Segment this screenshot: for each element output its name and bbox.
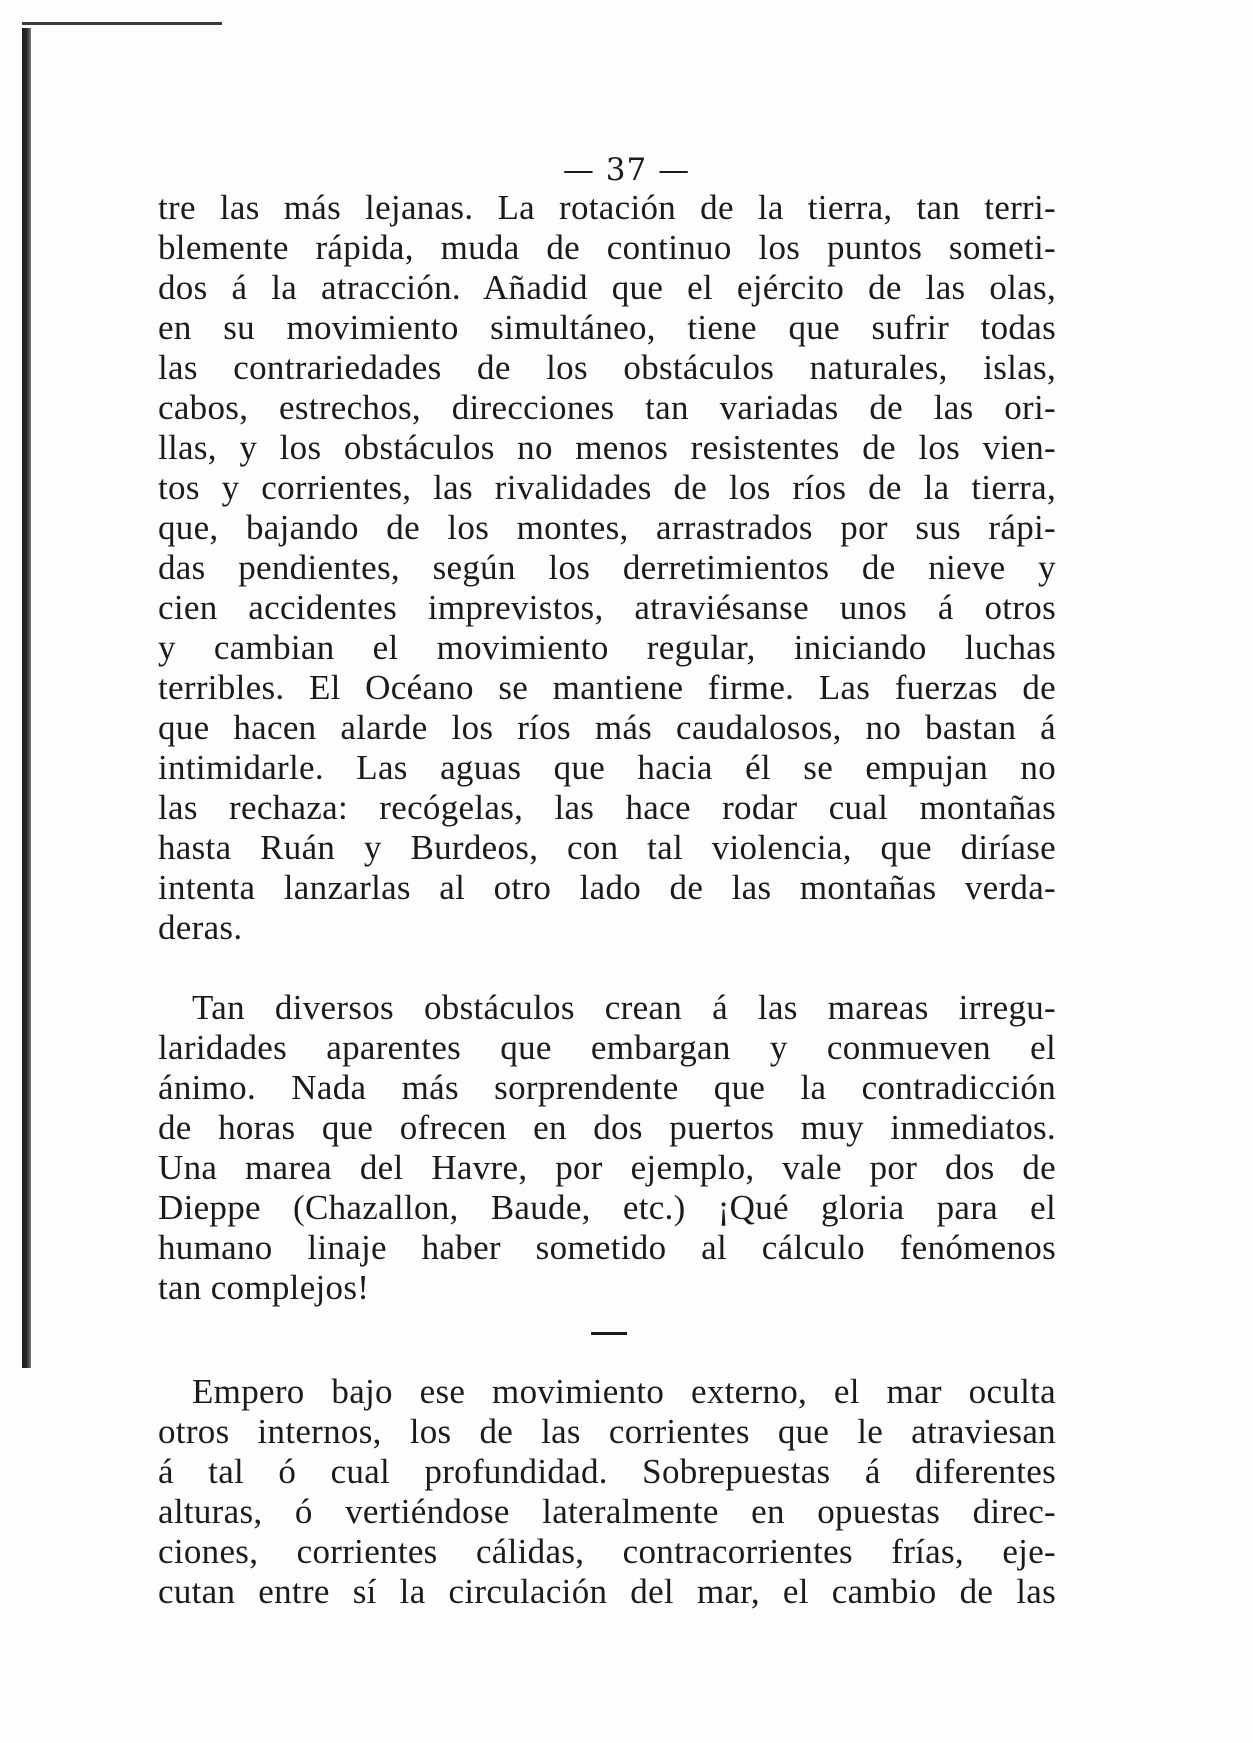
text-line: alturas, ó vertiéndose lateralmente en opuestas direc-	[158, 1492, 1056, 1531]
text-line: humano linaje haber sometido al cálculo fenómenos	[158, 1228, 1056, 1267]
text-line: das pendientes, según los derretimientos de nieve y	[158, 548, 1056, 587]
paragraph-3	[158, 1372, 1056, 1612]
paragraph-1	[158, 188, 1056, 948]
text-line: tan complejos!	[158, 1268, 370, 1307]
text-line: blemente rápida, muda de continuo los puntos someti-	[158, 228, 1056, 267]
text-line: cutan entre sí la circulación del mar, el cambio de las	[158, 1572, 1056, 1611]
text-line: las contrariedades de los obstáculos naturales, islas,	[158, 348, 1056, 387]
text-line: Dieppe (Chazallon, Baude, etc.) ¡Qué gloria para el	[158, 1188, 1056, 1227]
text-line: que hacen alarde los ríos más caudalosos, no bastan á	[158, 708, 1056, 747]
text-line: á tal ó cual profundidad. Sobrepuestas á diferentes	[158, 1452, 1056, 1491]
text-line: otros internos, los de las corrientes que le atraviesan	[158, 1412, 1056, 1451]
text-line: intenta lanzarlas al otro lado de las montañas verda-	[158, 868, 1056, 907]
text-line: tos y corrientes, las rivalidades de los ríos de la tierra,	[158, 468, 1056, 507]
text-line: laridades aparentes que embargan y conmueven el	[158, 1028, 1056, 1067]
text-line: Una marea del Havre, por ejemplo, vale por dos de	[158, 1148, 1056, 1187]
text-line: las rechaza: recógelas, las hace rodar cual montañas	[158, 788, 1056, 827]
text-line: llas, y los obstáculos no menos resistentes de los vien-	[158, 428, 1056, 467]
section-separator	[591, 1332, 627, 1335]
text-line: de horas que ofrecen en dos puertos muy inmediatos.	[158, 1108, 1056, 1147]
text-line: dos á la atracción. Añadid que el ejército de las olas,	[158, 268, 1056, 307]
text-line: en su movimiento simultáneo, tiene que sufrir todas	[158, 308, 1056, 347]
paragraph-2	[158, 988, 1056, 1308]
binding-edge	[22, 28, 31, 1368]
text-line: cien accidentes imprevistos, atraviésanse unos á otros	[158, 588, 1056, 627]
text-line: hasta Ruán y Burdeos, con tal violencia, que diríase	[158, 828, 1056, 867]
text-line: tre las más lejanas. La rotación de la tierra, tan terri-	[158, 188, 1056, 227]
binding-top-edge	[22, 22, 222, 25]
text-line: y cambian el movimiento regular, iniciando luchas	[158, 628, 1056, 667]
text-line: terribles. El Océano se mantiene firme. Las fuerzas de	[158, 668, 1056, 707]
page-number: — 37 —	[562, 152, 691, 188]
text-line: ciones, corrientes cálidas, contracorrientes frías, eje-	[158, 1532, 1056, 1571]
text-line: cabos, estrechos, direcciones tan variadas de las ori-	[158, 388, 1056, 427]
section-separator-glyph	[591, 1312, 592, 1313]
text-line: ánimo. Nada más sorprendente que la contradicción	[158, 1068, 1056, 1107]
text-line: intimidarle. Las aguas que hacia él se empujan no	[158, 748, 1056, 787]
text-line: Tan diversos obstáculos crean á las mareas irregu-	[192, 988, 1056, 1027]
text-line: que, bajando de los montes, arrastrados por sus rápi-	[158, 508, 1056, 547]
text-line: deras.	[158, 908, 243, 947]
text-line: Empero bajo ese movimiento externo, el mar oculta	[192, 1372, 1056, 1411]
